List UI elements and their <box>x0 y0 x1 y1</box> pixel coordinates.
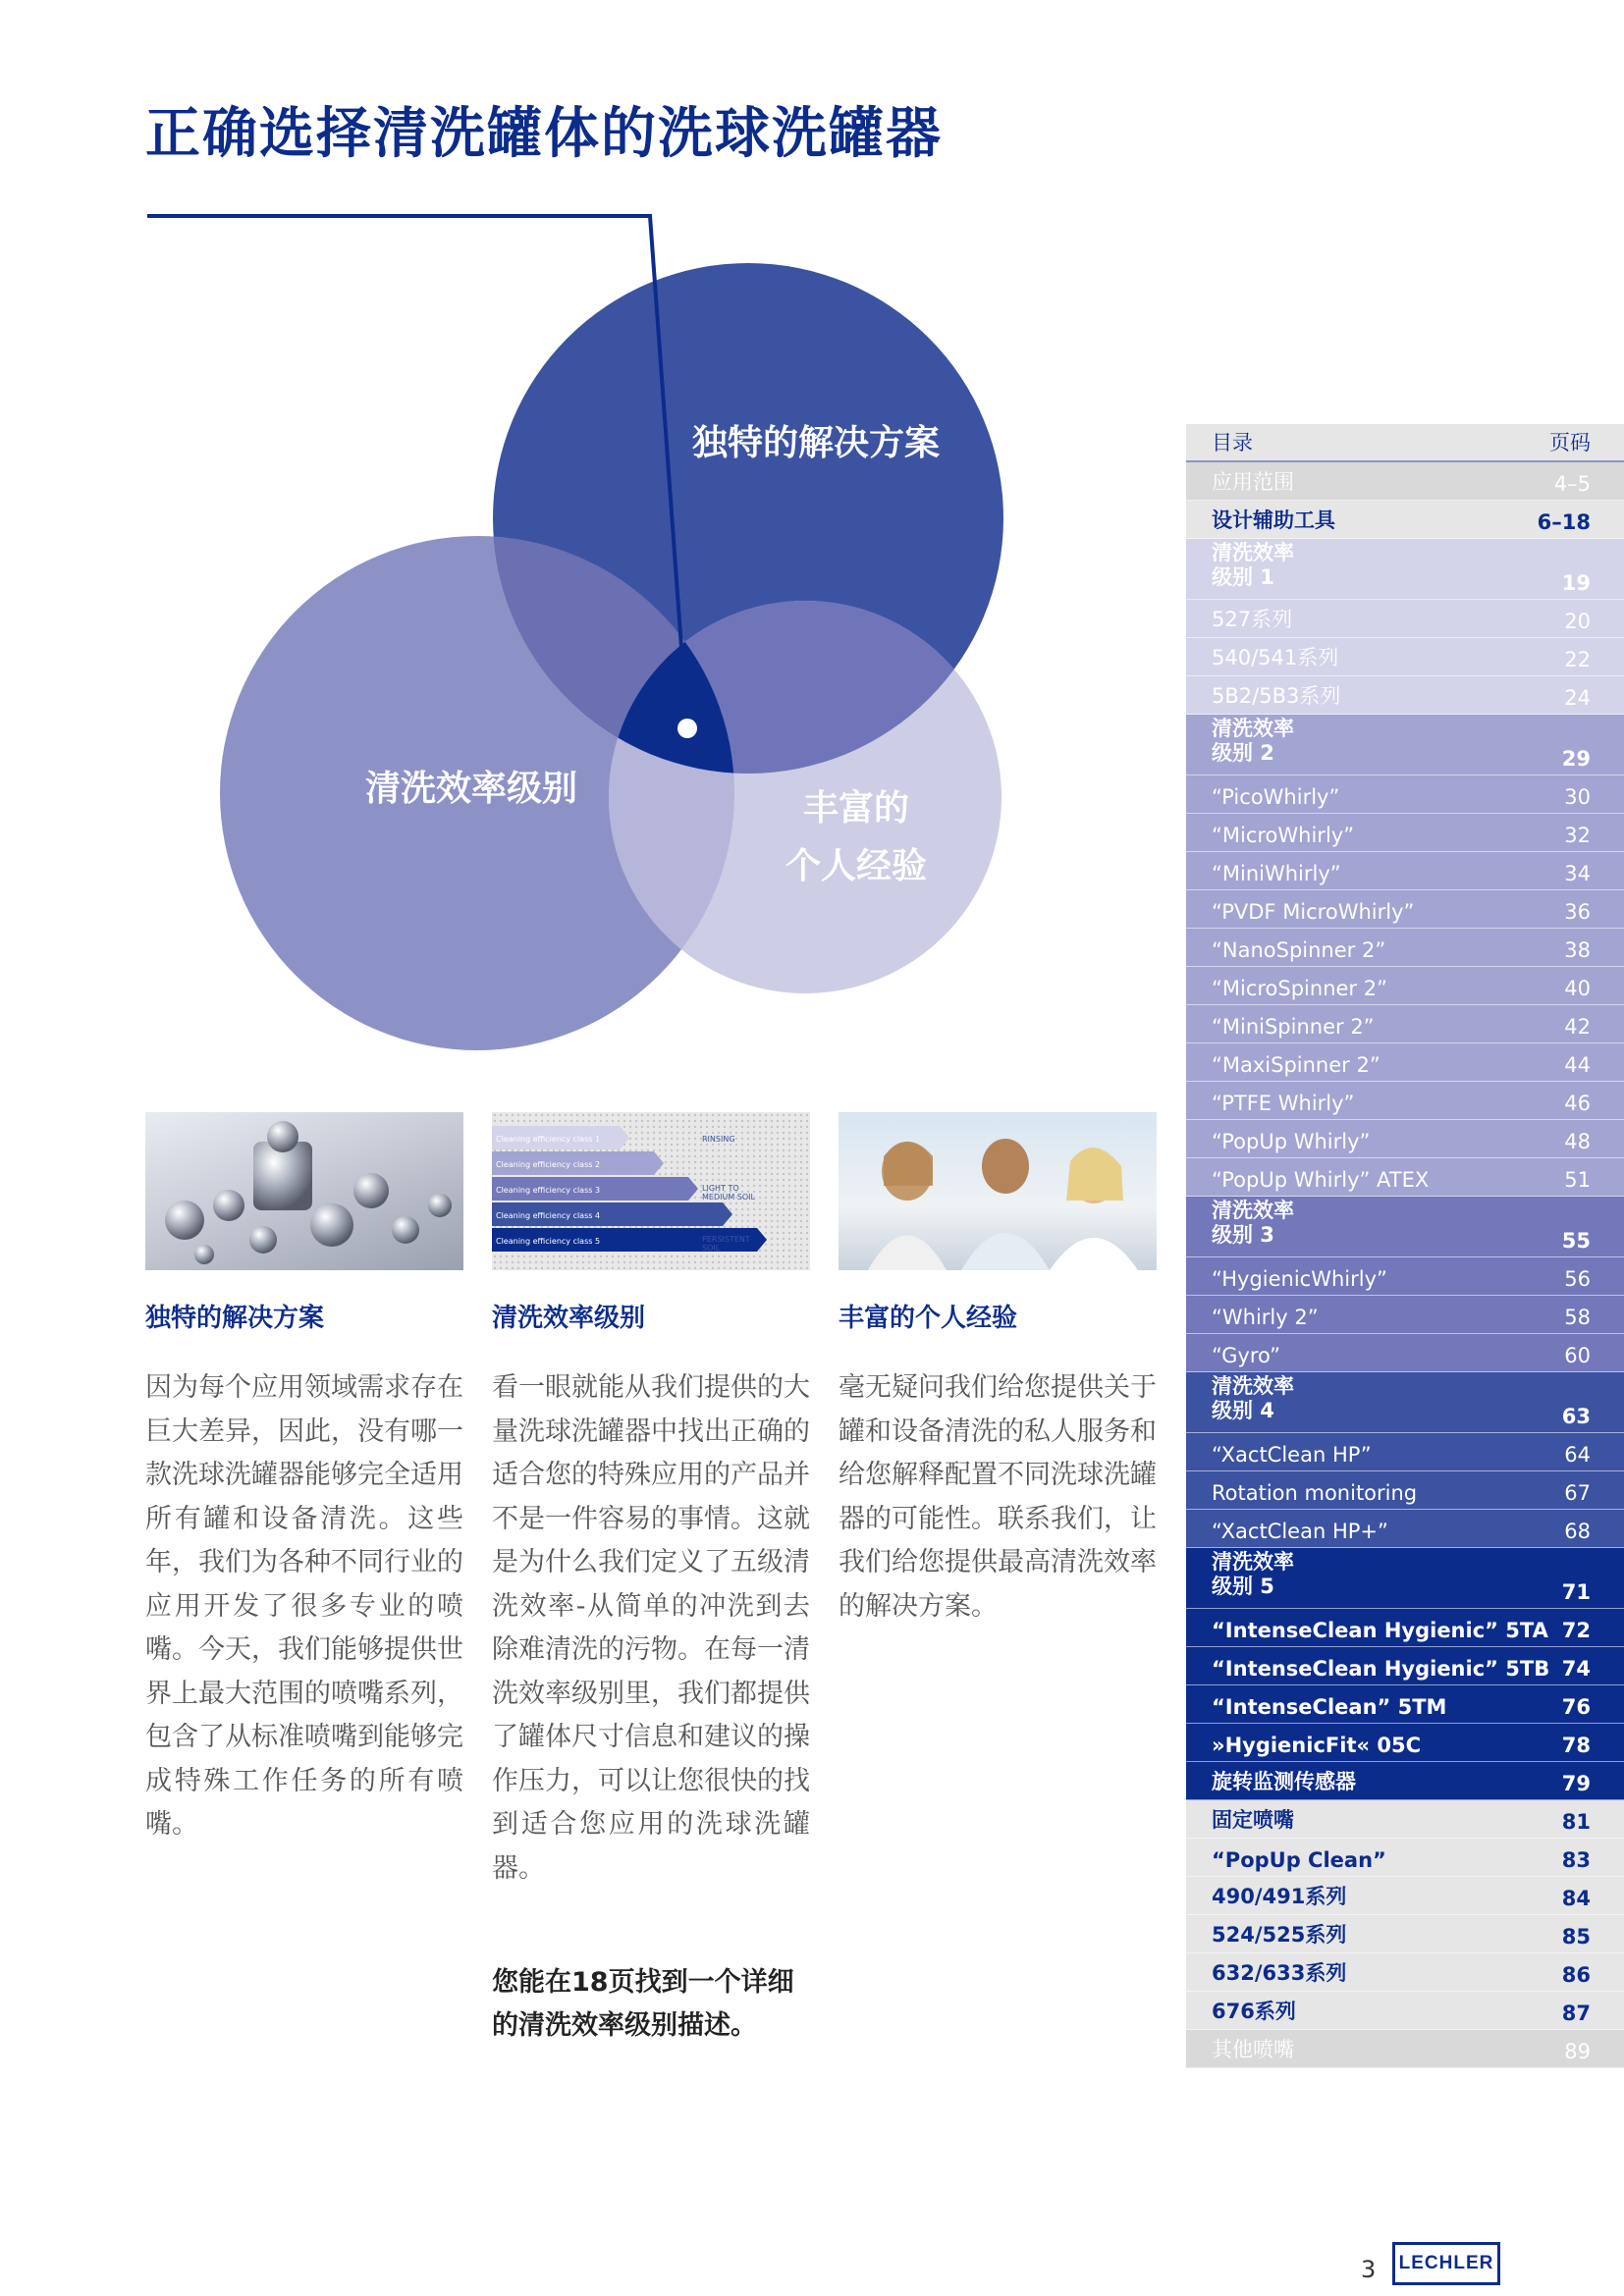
toc-row[interactable] <box>1186 501 1624 539</box>
toc-row[interactable] <box>1186 1158 1624 1197</box>
toc-row-page: 48 <box>1564 1130 1591 1153</box>
toc-row-label: “PVDF MicroWhirly” <box>1212 900 1415 924</box>
efficiency-classes-graphic <box>492 1112 810 1270</box>
toc-row-page: 6–18 <box>1537 510 1591 534</box>
toc-row[interactable] <box>1186 1992 1624 2030</box>
toc-row-page: 60 <box>1564 1344 1591 1367</box>
toc-row[interactable] <box>1186 1953 1624 1992</box>
toc-row[interactable] <box>1186 1257 1624 1296</box>
toc-row[interactable] <box>1186 2030 1624 2068</box>
toc-row-label: 540/541系列 <box>1212 646 1339 669</box>
toc-row[interactable] <box>1186 1685 1624 1724</box>
toc-row-label: 5B2/5B3系列 <box>1212 684 1341 708</box>
toc-row-label: 527系列 <box>1212 608 1293 631</box>
team-photo <box>839 1112 1157 1270</box>
toc-header-label: 目录 <box>1212 431 1253 454</box>
toc-row-label: “MicroSpinner 2” <box>1212 977 1387 1000</box>
toc-row[interactable] <box>1186 1609 1624 1647</box>
tag-light-medium-line2: MEDIUM SOIL <box>702 1193 755 1201</box>
toc-row[interactable] <box>1186 814 1624 852</box>
toc-row-label: “XactClean HP+” <box>1212 1520 1388 1543</box>
class-label-5: Cleaning efficiency class 5 <box>496 1237 601 1246</box>
venn-label-top: 独特的解决方案 <box>692 423 941 463</box>
toc-row[interactable] <box>1186 1005 1624 1043</box>
toc-row-label: 632/633系列 <box>1212 1961 1347 1985</box>
toc-row-page: 71 <box>1561 1580 1591 1604</box>
venn-label-right <box>785 779 927 896</box>
toc-row-label: 676系列 <box>1212 2000 1296 2023</box>
toc-row-page: 30 <box>1564 785 1591 809</box>
col2-heading: 清洗效率级别 <box>492 1304 646 1333</box>
toc-row-label: 旋转监测传感器 <box>1212 1770 1356 1793</box>
toc-row-label: “PopUp Whirly” ATEX <box>1212 1168 1430 1192</box>
toc-row[interactable] <box>1186 890 1624 929</box>
toc-row[interactable] <box>1186 1762 1624 1800</box>
toc-row-label: 清洗效率 级别 3 <box>1212 1199 1294 1247</box>
class-label-3: Cleaning efficiency class 3 <box>496 1186 601 1195</box>
toc-row-page: 44 <box>1564 1053 1591 1077</box>
toc-row-page: 29 <box>1561 747 1591 771</box>
toc-row[interactable] <box>1186 1724 1624 1762</box>
toc-row-label: “IntenseClean Hygienic” 5TA <box>1212 1619 1548 1642</box>
tag-persistent-line2: SOIL <box>702 1244 721 1253</box>
venn-label-right-line2: 个人经验 <box>785 846 928 887</box>
toc-row-label: “HygienicWhirly” <box>1212 1267 1387 1291</box>
efficiency-chart <box>492 1112 810 1270</box>
toc-row-label: »HygienicFit« 05C <box>1212 1734 1421 1757</box>
toc-row-page: 38 <box>1564 938 1591 962</box>
venn-label-right-line1: 丰富的 <box>803 788 910 828</box>
toc-row-page: 51 <box>1564 1168 1591 1192</box>
venn-diagram <box>0 0 1080 1060</box>
toc-row-page: 63 <box>1561 1405 1591 1428</box>
toc-row[interactable] <box>1186 462 1624 501</box>
tag-rinsing: RINSING <box>702 1135 735 1144</box>
toc-row-page: 24 <box>1564 686 1591 710</box>
toc-row[interactable] <box>1186 852 1624 890</box>
toc-row[interactable] <box>1186 1915 1624 1953</box>
toc-row-label: 524/525系列 <box>1212 1923 1347 1947</box>
toc-row-page: 68 <box>1564 1520 1591 1543</box>
toc-row-page: 46 <box>1564 1092 1591 1115</box>
toc-row[interactable] <box>1186 539 1624 600</box>
toc-row[interactable] <box>1186 1839 1624 1877</box>
col2-body: 看一眼就能从我们提供的大量洗球洗罐器中找出正确的适合您的特殊应用的产品并不是一件容易的事情。这就是为什么我们定义了五级清洗效率-从简单的冲洗到去除难清洗的污物。在每一清洗效率级别里，我们都提供了罐体尺寸信息和建议的操作压力，可以让您很快的找到适合您应用的洗球洗罐器。 <box>492 1372 810 1884</box>
toc-row[interactable] <box>1186 929 1624 967</box>
page-number: 3 <box>1361 2256 1377 2283</box>
toc-row-page: 36 <box>1564 900 1591 924</box>
toc-row-page: 85 <box>1561 1925 1591 1949</box>
toc-row-page: 42 <box>1564 1015 1591 1039</box>
toc-row[interactable] <box>1186 1197 1624 1257</box>
toc-row-page: 84 <box>1561 1887 1591 1910</box>
toc-row-label: 清洗效率 级别 1 <box>1212 541 1294 589</box>
col1-heading: 独特的解决方案 <box>145 1304 325 1333</box>
pointer-dot <box>677 719 697 738</box>
toc-row-label: “MaxiSpinner 2” <box>1212 1053 1380 1077</box>
toc-row[interactable] <box>1186 715 1624 775</box>
page-title: 正确选择清洗罐体的洗球洗罐器 <box>145 102 943 166</box>
toc-row-label: “IntenseClean Hygienic” 5TB <box>1212 1657 1550 1681</box>
toc-row-label: “PopUp Clean” <box>1212 1848 1386 1872</box>
toc-row-label: 清洗效率 级别 2 <box>1212 717 1294 765</box>
col2-note: 您能在18页找到一个详细的清洗效率级别描述。 <box>492 1967 794 2041</box>
toc-row-page: 19 <box>1561 571 1591 595</box>
toc-row[interactable] <box>1186 1471 1624 1510</box>
toc-row-page: 4–5 <box>1553 472 1591 496</box>
toc-row-page: 64 <box>1564 1443 1591 1467</box>
toc-row-page: 89 <box>1564 2040 1591 2063</box>
toc-row[interactable] <box>1186 1372 1624 1433</box>
toc-row[interactable] <box>1186 676 1624 715</box>
col3-heading: 丰富的个人经验 <box>839 1304 1018 1333</box>
toc-row-label: “IntenseClean” 5TM <box>1212 1695 1447 1719</box>
toc-row[interactable] <box>1186 1548 1624 1609</box>
toc-row[interactable] <box>1186 1043 1624 1082</box>
toc-row-page: 74 <box>1561 1657 1591 1681</box>
toc-row-label: “PTFE Whirly” <box>1212 1092 1355 1115</box>
lechler-logo <box>1392 2242 1500 2285</box>
toc-row-label: 设计辅助工具 <box>1212 508 1335 532</box>
toc-row-page: 87 <box>1561 2002 1591 2025</box>
venn-label-left: 清洗效率级别 <box>365 769 578 809</box>
toc-row-label: 清洗效率 级别 4 <box>1212 1374 1294 1422</box>
toc-header-page: 页码 <box>1549 431 1591 454</box>
toc-row-page: 72 <box>1561 1619 1591 1642</box>
toc-row[interactable] <box>1186 1334 1624 1372</box>
toc-row[interactable] <box>1186 1877 1624 1915</box>
toc-row-page: 78 <box>1561 1734 1591 1757</box>
toc-row-label: 其他喷嘴 <box>1212 2038 1294 2061</box>
toc-row-label: “Whirly 2” <box>1212 1306 1319 1329</box>
tag-light-medium-line1: LIGHT TO <box>702 1184 739 1193</box>
toc-row-page: 34 <box>1564 862 1591 885</box>
toc-header <box>1186 424 1624 462</box>
toc-row-page: 40 <box>1564 977 1591 1000</box>
toc-row-page: 56 <box>1564 1267 1591 1291</box>
toc-row-label: 490/491系列 <box>1212 1885 1347 1908</box>
nozzles-photo <box>145 1112 463 1270</box>
toc-row-page: 67 <box>1564 1481 1591 1505</box>
toc-rows <box>1186 462 1624 2068</box>
table-of-contents <box>1186 424 1624 2068</box>
toc-row-label: “PopUp Whirly” <box>1212 1130 1371 1153</box>
toc-row-label: “MiniWhirly” <box>1212 862 1341 885</box>
toc-row[interactable] <box>1186 967 1624 1005</box>
toc-row-label: “MiniSpinner 2” <box>1212 1015 1375 1039</box>
toc-row-label: 清洗效率 级别 5 <box>1212 1550 1294 1598</box>
toc-row-page: 86 <box>1561 1963 1591 1987</box>
class-label-2: Cleaning efficiency class 2 <box>496 1160 601 1169</box>
class-label-4: Cleaning efficiency class 4 <box>496 1211 601 1220</box>
toc-row-label: “NanoSpinner 2” <box>1212 938 1386 962</box>
toc-row-page: 58 <box>1564 1306 1591 1329</box>
toc-row-page: 55 <box>1561 1229 1591 1253</box>
toc-row[interactable] <box>1186 775 1624 814</box>
col1-body: 因为每个应用领域需求存在巨大差异，因此，没有哪一款洗球洗罐器能够完全适用所有罐和设备清洗。这些年，我们为各种不同行业的应用开发了很多专业的喷嘴。今天，我们能够提供世界上最大范围的喷嘴系列，包含了从标准喷嘴到能够完成特殊工作任务的所有喷嘴。 <box>145 1372 463 1840</box>
toc-row[interactable] <box>1186 1800 1624 1839</box>
toc-row[interactable] <box>1186 1082 1624 1120</box>
toc-row[interactable] <box>1186 1120 1624 1158</box>
toc-row-label: “MicroWhirly” <box>1212 824 1355 847</box>
toc-row[interactable] <box>1186 1296 1624 1334</box>
logo-text: LECHLER <box>1398 2253 1494 2273</box>
toc-row-page: 83 <box>1561 1848 1591 1872</box>
toc-row-label: “PicoWhirly” <box>1212 785 1340 809</box>
nozzles-illustration <box>145 1112 463 1270</box>
toc-row[interactable] <box>1186 1510 1624 1548</box>
col3-body: 毫无疑问我们给您提供关于罐和设备清洗的私人服务和给您解释配置不同洗球洗罐器的可能性。联系我们，让我们给您提供最高清洗效率的解决方案。 <box>839 1372 1157 1622</box>
toc-row-label: “XactClean HP” <box>1212 1443 1372 1467</box>
team-illustration <box>839 1112 1157 1270</box>
toc-row-label: 应用范围 <box>1212 470 1294 494</box>
toc-row-label: 固定喷嘴 <box>1212 1808 1294 1832</box>
toc-row-label: Rotation monitoring <box>1212 1481 1418 1505</box>
toc-row[interactable] <box>1186 1647 1624 1685</box>
toc-row-page: 22 <box>1564 648 1591 671</box>
toc-row[interactable] <box>1186 600 1624 638</box>
toc-row-label: “Gyro” <box>1212 1344 1280 1367</box>
class-label-1: Cleaning efficiency class 1 <box>496 1135 601 1144</box>
toc-row-page: 32 <box>1564 824 1591 847</box>
toc-row-page: 76 <box>1561 1695 1591 1719</box>
toc-row-page: 20 <box>1564 610 1591 633</box>
toc-row[interactable] <box>1186 638 1624 676</box>
toc-row[interactable] <box>1186 1433 1624 1471</box>
toc-row-page: 81 <box>1561 1810 1591 1834</box>
toc-row-page: 79 <box>1561 1772 1591 1795</box>
tag-persistent-line1: PERSISTENT <box>702 1235 750 1244</box>
